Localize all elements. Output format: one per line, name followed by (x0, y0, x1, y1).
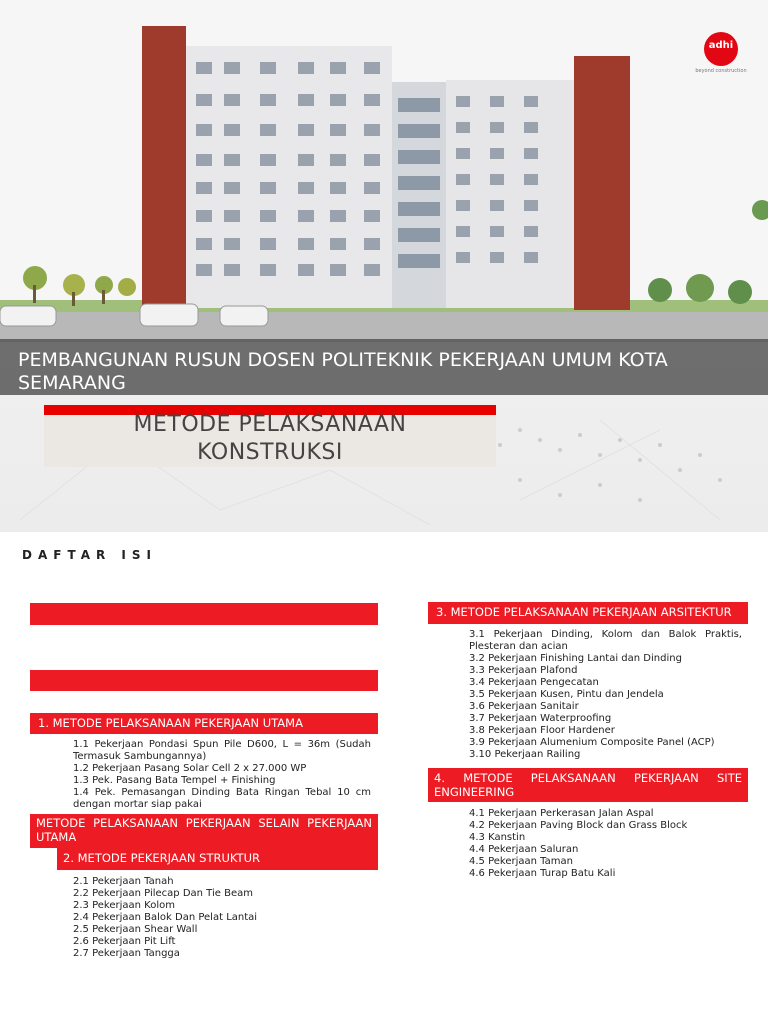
list-item: 3.2 Pekerjaan Finishing Lantai dan Dinding (469, 653, 682, 664)
other-work-header: METODE PELAKSANAAN PEKERJAAN SELAIN PEKERJAAN UTAMA (30, 814, 378, 848)
list-item: 4.5 Pekerjaan Taman (469, 856, 573, 867)
list-item: 4.2 Pekerjaan Paving Block dan Grass Block (469, 820, 688, 831)
list-item: 2.1 Pekerjaan Tanah (73, 876, 174, 887)
list-item: 3.4 Pekerjaan Pengecatan (469, 677, 599, 688)
section1-title: 1. METODE PELAKSANAAN PEKERJAAN UTAMA (30, 713, 378, 734)
list-item: 3.7 Pekerjaan Waterproofing (469, 713, 612, 724)
subtitle-line2: KONSTRUKSI (197, 440, 343, 465)
section3-title: 3. METODE PELAKSANAAN PEKERJAAN ARSITEKTUR (428, 602, 748, 624)
list-item: 2.2 Pekerjaan Pilecap Dan Tie Beam (73, 888, 253, 899)
list-item: 3.5 Pekerjaan Kusen, Pintu dan Jendela (469, 689, 664, 700)
red-bar-empty-2 (30, 670, 378, 691)
list-item: 3.9 Pekerjaan Alumenium Composite Panel (ACP) (469, 737, 715, 748)
list-item: 1.2 Pekerjaan Pasang Solar Cell 2 x 27.000 WP (73, 763, 307, 774)
list-item: 4.4 Pekerjaan Saluran (469, 844, 579, 855)
project-title: PEMBANGUNAN RUSUN DOSEN POLITEKNIK PEKERJAAN UMUM KOTA SEMARANG (18, 349, 668, 394)
list-item: 3.10 Pekerjaan Railing (469, 749, 581, 760)
toc-heading: DAFTAR ISI (22, 548, 157, 562)
list-item: 2.6 Pekerjaan Pit Lift (73, 936, 176, 947)
list-item: 1.3 Pek. Pasang Bata Tempel + Finishing (73, 775, 276, 786)
list-item: 1.1 Pekerjaan Pondasi Spun Pile D600, L = 36m (Sudah Termasuk Sambungannya) (73, 739, 371, 762)
section4-list (469, 808, 742, 880)
list-item: 4.1 Pekerjaan Perkerasan Jalan Aspal (469, 808, 654, 819)
list-item: 3.6 Pekerjaan Sanitair (469, 701, 579, 712)
subtitle-box (44, 405, 496, 467)
list-item: 1.4 Pek. Pemasangan Dinding Bata Ringan Tebal 10 cm dengan mortar siap pakai (73, 787, 371, 810)
list-item: 2.4 Pekerjaan Balok Dan Pelat Lantai (73, 912, 258, 923)
red-bar-empty-1 (30, 603, 378, 625)
section2-list (73, 876, 371, 960)
list-item: 3.3 Pekerjaan Plafond (469, 665, 578, 676)
logo-name: adhi (708, 40, 734, 51)
section4-title: 4. METODE PELAKSANAAN PEKERJAAN SITE ENGINEERING (428, 768, 748, 802)
list-item: 3.1 Pekerjaan Dinding, Kolom dan Balok Praktis, Plesteran dan acian (469, 629, 742, 652)
subtitle-line1: METODE PELAKSANAAN (133, 412, 407, 437)
list-item: 4.6 Pekerjaan Turap Batu Kali (469, 868, 616, 879)
logo-tagline: beyond construction (695, 68, 747, 74)
list-item: 2.5 Pekerjaan Shear Wall (73, 924, 198, 935)
list-item: 4.3 Kanstin (469, 832, 526, 843)
list-item: 3.8 Pekerjaan Floor Hardener (469, 725, 615, 736)
list-item: 2.3 Pekerjaan Kolom (73, 900, 175, 911)
section2-title: 2. METODE PEKERJAAN STRUKTUR (57, 848, 378, 870)
section3-list (469, 629, 742, 761)
subtitle-text (44, 411, 496, 467)
list-item: 2.7 Pekerjaan Tangga (73, 948, 180, 959)
section1-list (73, 739, 371, 811)
